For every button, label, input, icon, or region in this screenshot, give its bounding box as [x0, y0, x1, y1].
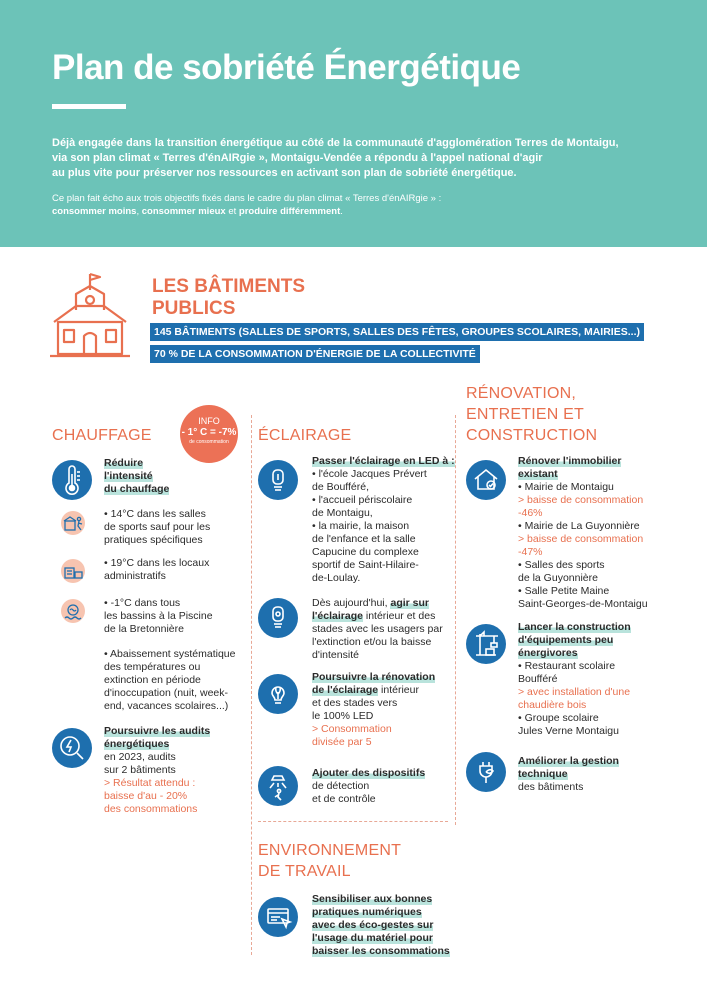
- chauffage-title: CHAUFFAGE: [52, 427, 152, 444]
- digital-practices-icon: [258, 897, 298, 937]
- section-divider: [258, 821, 448, 822]
- act-lighting-text: Dès aujourd'hui, agir sur l'éclairage intérieur et des stades avec les usagers par l'extinction et/ou la baisse d'intensité: [312, 597, 443, 661]
- low-energy-construction-text: Lancer la construction d'équipements peu énergivores • Restaurant scolaire Boufféré > avec installation d'une chaudière bois • Groupe scolaire Jules Verne Montaigu: [518, 621, 631, 737]
- env-title: ENVIRONNEMENT DE TRAVAIL: [258, 842, 402, 880]
- digital-practices-text: Sensibiliser aux bonnes pratiques numériques avec des éco-gestes sur l'usage du matériel pour baisser les consommations: [312, 893, 450, 957]
- motion-sensor-icon: [258, 766, 298, 806]
- thermometer-icon: [52, 460, 92, 500]
- renovation-title: RÉNOVATION, ENTRETIEN ET CONSTRUCTION: [466, 385, 598, 444]
- led-text: Passer l'éclairage en LED à : • l'école Jacques Prévert de Boufféré, • l'accueil périscolaire de Montaigu, • la mairie, la maison de l'enfance et la salle Capucine du complexe sportif de Saint-Hilaire- de-Loulay.: [312, 455, 455, 584]
- eclairage-title: ÉCLAIRAGE: [258, 427, 352, 444]
- section-title: LES BÂTIMENTS PUBLICS: [152, 276, 306, 319]
- header-banner: [0, 0, 707, 247]
- renovation-lighting-text: Poursuivre la rénovation de l'éclairage intérieur et des stades vers le 100% LED > Consommation divisée par 5: [312, 671, 436, 748]
- sports-halls-bullet: • 14°C dans les salles de sports sauf pour les pratiques spécifiques: [104, 508, 211, 546]
- technical-management-text: Améliorer la gestion technique des bâtiments: [518, 755, 619, 793]
- info-badge: INFO - 1° C = -7% de consommation: [180, 405, 238, 463]
- reduce-heating-text: Réduire l'intensité du chauffage: [104, 457, 170, 495]
- buildings-count-band: 145 BÂTIMENTS (SALLES DE SPORTS, SALLES DES FÊTES, GROUPES SCOLAIRES, MAIRIES...): [150, 323, 644, 341]
- led-renovation-icon: [258, 674, 298, 714]
- light-control-icon: [258, 598, 298, 638]
- plug-leaf-icon: [466, 752, 506, 792]
- house-check-icon: [466, 460, 506, 500]
- detection-text: Ajouter des dispositifs de détection et de contrôle: [312, 767, 426, 805]
- pool-bullet: • -1°C dans tous les bassins à la Piscine de la Bretonnière: [104, 597, 213, 635]
- intro-text: Déjà engagée dans la transition énergétique au côté de la communauté d'agglomération Terres de Montaigu, via son plan climat « Terres d'énAIRgie », Montaigu-Vendée a répondu à l'appel national d'agir au plus vite pour préserver nos ressources en activant son plan de sobriété énergétique.: [52, 137, 619, 179]
- column-divider: [251, 415, 252, 955]
- swimming-pool-icon: [60, 598, 86, 624]
- public-building-icon: [48, 270, 132, 362]
- column-divider: [455, 415, 456, 825]
- consumption-share-band: 70 % DE LA CONSOMMATION D'ÉNERGIE DE LA COLLECTIVITÉ: [150, 345, 480, 363]
- lowering-bullet: • Abaissement systématique des températures ou extinction en période d'inoccupation (nuit, week- end, vacances scolaires...): [104, 648, 236, 712]
- page-title: Plan de sobriété Énergétique: [52, 48, 521, 87]
- audits-text: Poursuivre les audits énergétiques en 2023, audits sur 2 bâtiments > Résultat attendu : baisse d'au - 20% des consommations: [104, 725, 211, 815]
- title-underline: [52, 104, 126, 109]
- sports-hall-icon: [60, 510, 86, 536]
- objectives-text: Ce plan fait écho aux trois objectifs fixés dans le cadre du plan climat « Terres d'énAIRgie » : consommer moins, consommer mieux et produire différemment.: [52, 193, 442, 217]
- energy-audit-icon: [52, 728, 92, 768]
- renovate-existing-text: Rénover l'immobilier existant • Mairie de Montaigu > baisse de consommation -46% • Mairie de La Guyonnière > baisse de consommation -47% • Salles des sports de la Guyonnière • Salle Petite Maine Saint-Georges-de-Montaigu: [518, 455, 648, 610]
- crane-construction-icon: [466, 624, 506, 664]
- offices-bullet: • 19°C dans les locaux administratifs: [104, 557, 210, 582]
- office-icon: [60, 558, 86, 584]
- led-bulb-icon: [258, 460, 298, 500]
